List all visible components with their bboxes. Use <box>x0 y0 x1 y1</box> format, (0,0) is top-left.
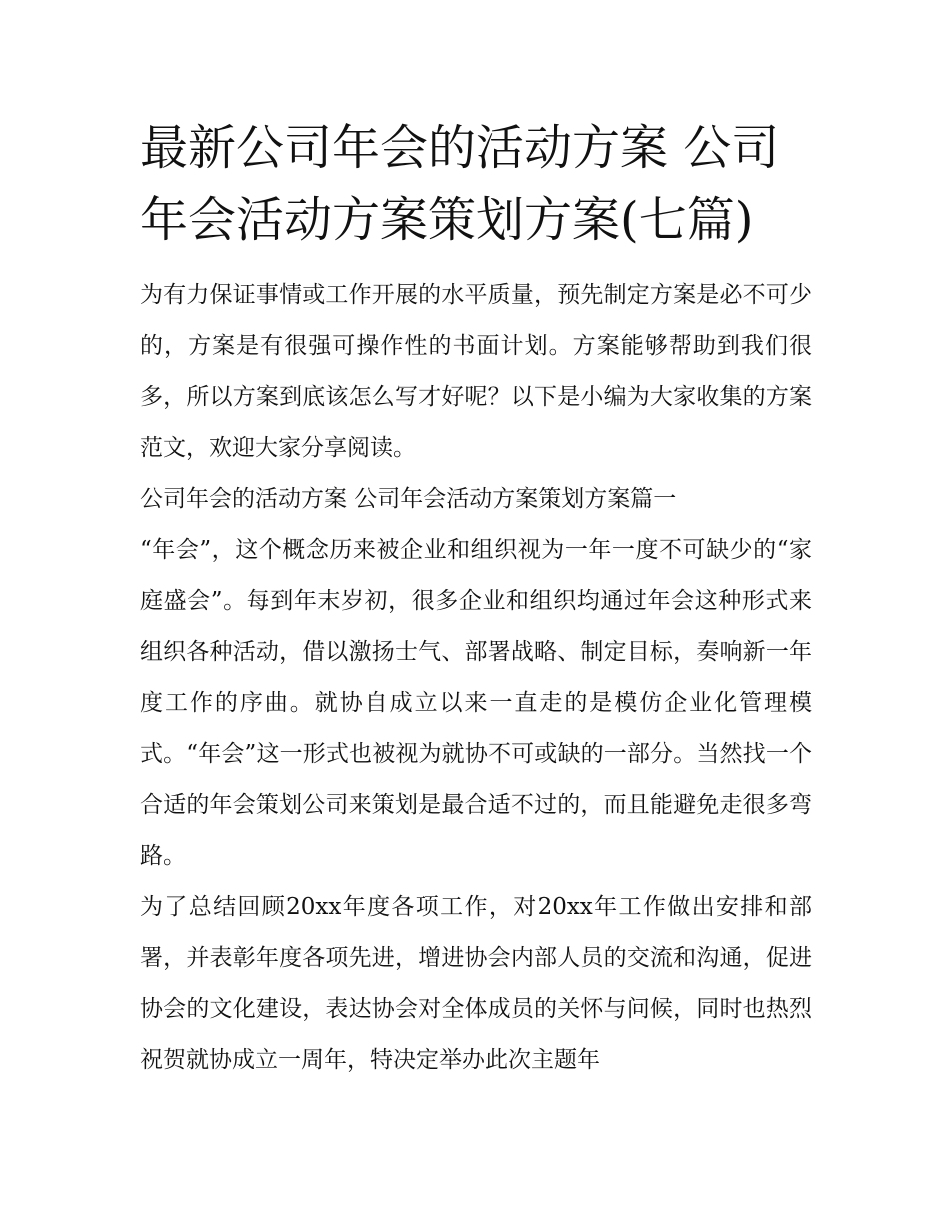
paragraph-intro: 为有力保证事情或工作开展的水平质量，预先制定方案是必不可少的，方案是有很强可操作性的书面计划。方案能够帮助到我们很多，所以方案到底该怎么写才好呢？以下是小编为大家收集的方案范文，欢迎大家分享阅读。 <box>140 282 812 461</box>
section-heading: 公司年会的活动方案 公司年会活动方案策划方案篇一 <box>140 486 677 512</box>
document-page <box>140 112 812 1086</box>
paragraph-body: “年会”，这个概念历来被企业和组织视为一年一度不可缺少的“家庭盛会”。每到年末岁初，很多企业和组织均通过年会这种形式来组织各种活动，借以激扬士气、部署战略、制定目标，奏响新一年度工作的序曲。就协自成立以来一直走的是模仿企业化管理模式。“年会”这一形式也被视为就协不可或缺的一部分。当然找一个合适的年会策划公司来策划是最合适不过的，而且能避免走很多弯路。 <box>140 537 812 869</box>
paragraph-body: 为了总结回顾20xx年度各项工作，对20xx年工作做出安排和部署，并表彰年度各项先进，增进协会内部人员的交流和沟通，促进协会的文化建设，表达协会对全体成员的关怀与问候，同时也热烈祝贺就协成立一周年，特决定举办此次主题年 <box>140 894 812 1073</box>
document-title: 最新公司年会的活动方案 公司年会活动方案策划方案(七篇) <box>140 120 780 248</box>
